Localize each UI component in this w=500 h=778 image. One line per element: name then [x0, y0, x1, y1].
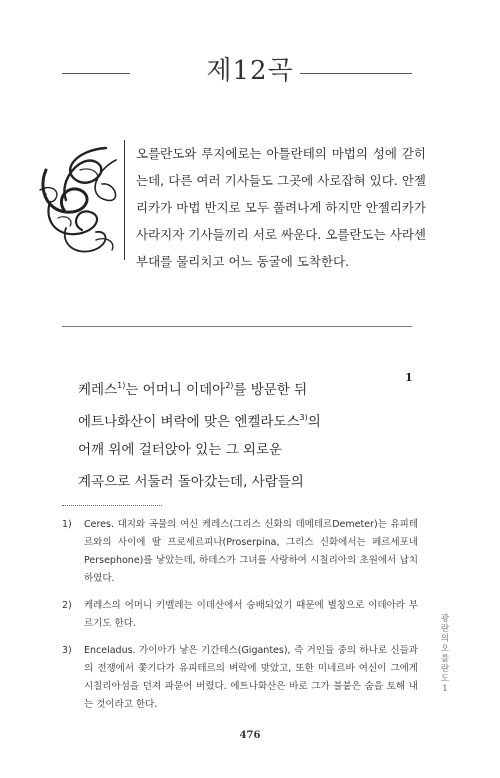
footnote-3: 3) Enceladus. 가이아가 낳은 기간테스(Gigantes), 즉 거인들 중의 하나로 신들과의 전쟁에서 쫓기다가 유피테르의 벼락에 맞았고, 또한 미네르바 여신이 그에게 시칠리아섬을 던져 파묻어 버렸다. 에트나화산은 바로 그가 불붙은 숨을 토해 내는 것이라고 한다. — [62, 645, 418, 710]
footnote-separator — [62, 505, 162, 506]
chapter-title: 제12곡 — [0, 50, 500, 87]
stanza-number: 1 — [405, 371, 413, 384]
flourish-ornament-icon — [36, 140, 122, 258]
footnote-ref-1[interactable]: 1) — [117, 381, 126, 390]
poem-line-4: 계곡으로 서둘러 돌아갔는데, 사람들의 — [78, 474, 304, 490]
summary-vertical-rule — [124, 140, 125, 260]
footnote-ref-3[interactable]: 3) — [299, 413, 308, 422]
running-head: 광란의 오를란도 1 — [440, 614, 450, 694]
poem-line-1: 케레스$^{1)}$는 어머니 이데아$^{2)}$를 방문한 뒤 — [78, 381, 308, 398]
footnote-1: 1) Ceres. 대지와 곡물의 여신 케레스(그리스 신화의 데메테르Demeter)는 유피테르와의 사이에 딸 프로세르피나(Proserpina, 그리스 신화에서는 페르세포네Persephone)를 낳았는데, 하데스가 그녀를 사랑하여 시칠리아의 초원에서 납치하였다. — [62, 519, 418, 584]
footnote-2: 2) 케레스의 어머니 키벨레는 이데산에서 숭배되었기 때문에 별칭으로 이데아라 부르기도 한다. — [62, 600, 418, 629]
footnotes — [62, 516, 418, 723]
section-divider — [62, 326, 412, 327]
page-number: 476 — [239, 730, 261, 741]
footnote-ref-2[interactable]: 2) — [225, 381, 234, 390]
poem-line-3: 어깨 위에 걸터앉아 있는 그 외로운 — [78, 442, 283, 458]
chapter-summary: 오를란도와 루지에로는 아틀란테의 마법의 성에 갇히는데, 다른 여러 기사들도 그곳에 사로잡혀 있다. 안젤리카가 마법 반지로 모두 풀려나게 하지만 안젤리카가 사라지자 기사들끼리 서로 싸운다. 오를란도는 사라센 부대를 물리치고 어느 동굴에 도착한다. — [136, 146, 426, 269]
poem-stanza — [78, 370, 378, 498]
poem-line-2: 에트나화산이 벼락에 맞은 엔켈라도스$^{3)}$의 — [78, 413, 321, 430]
